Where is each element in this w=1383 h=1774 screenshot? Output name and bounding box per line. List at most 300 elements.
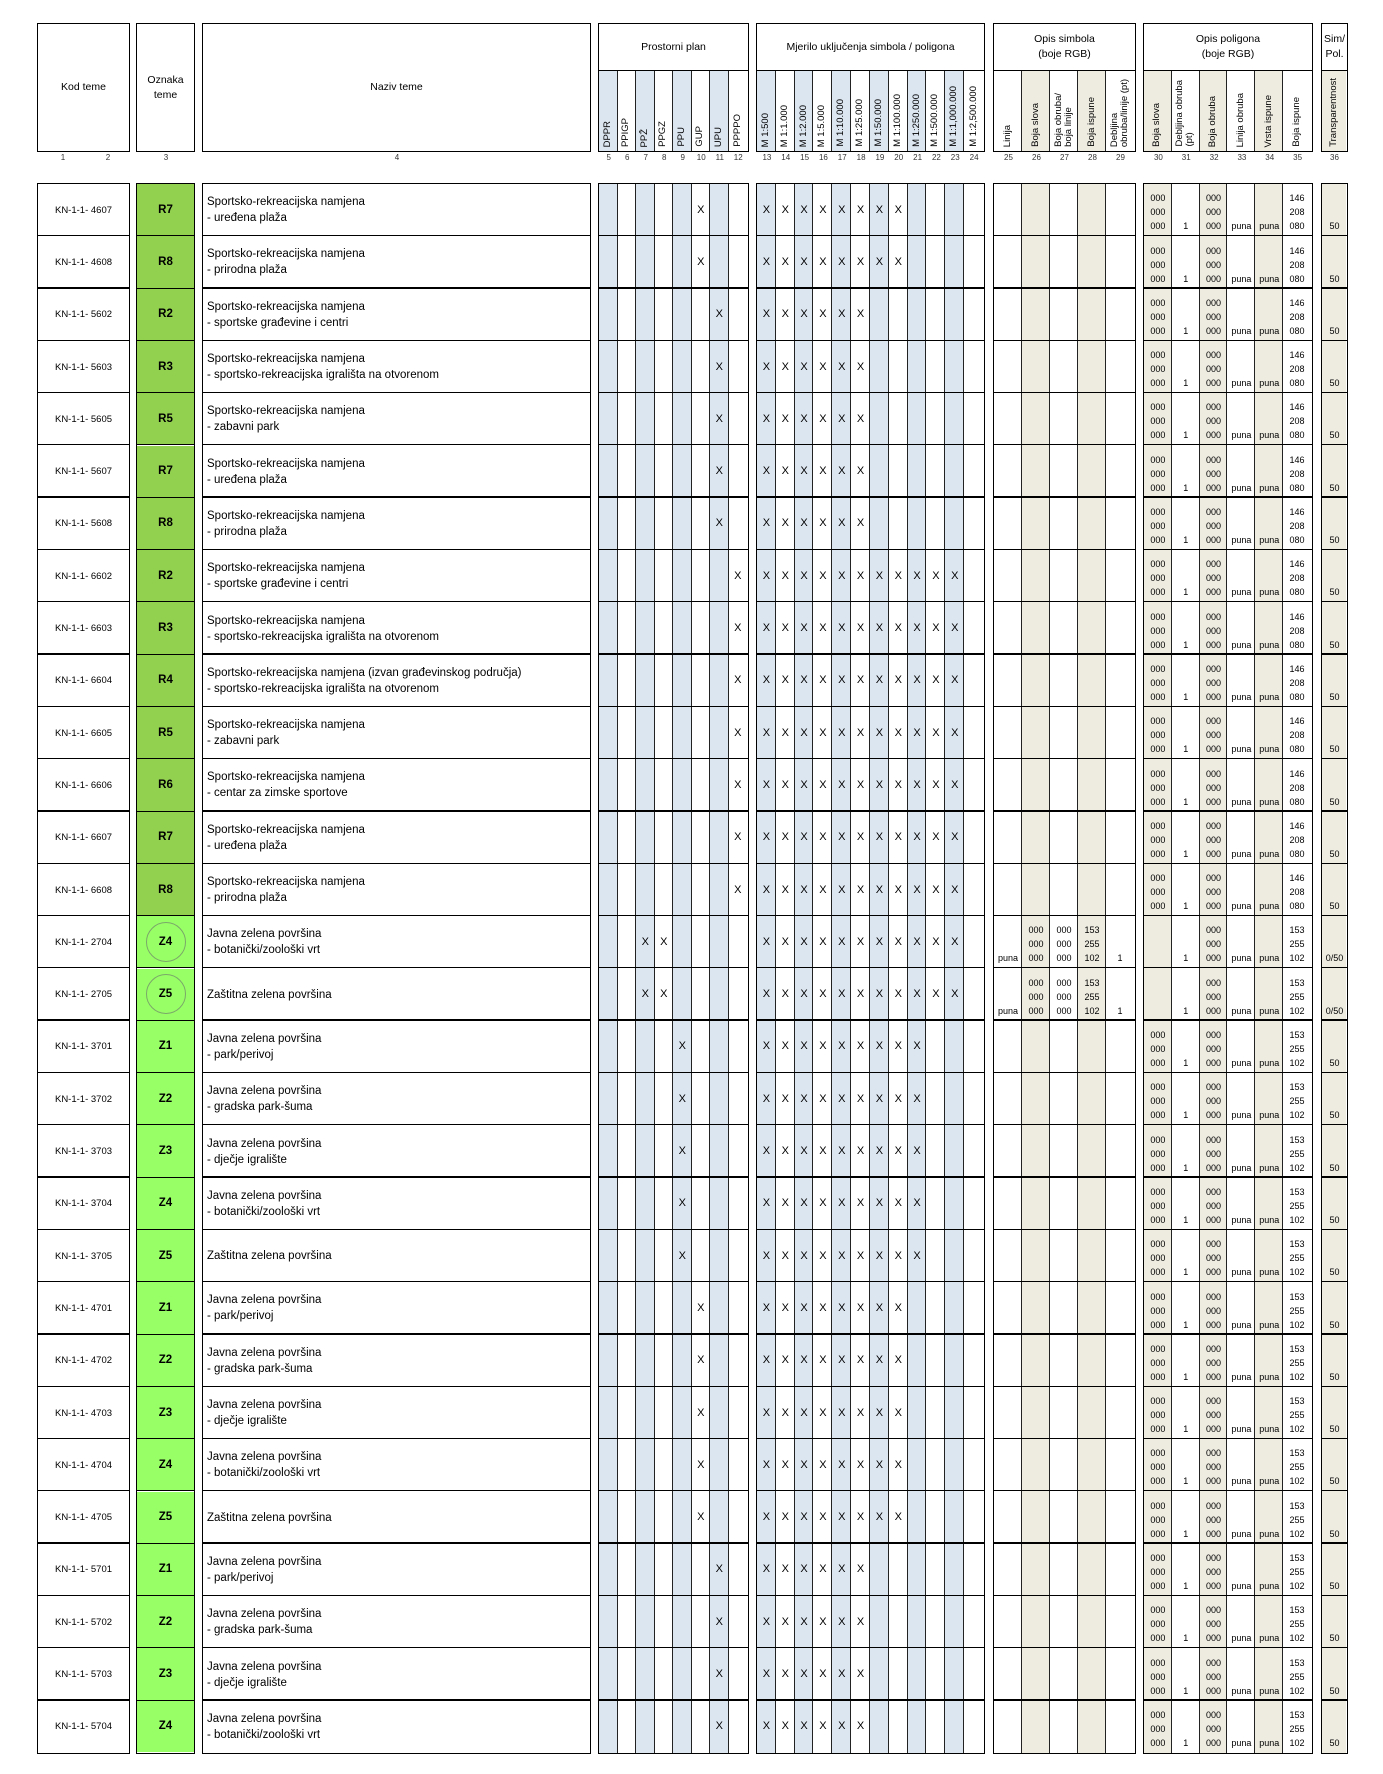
column-header-label: PPU — [675, 127, 687, 147]
row-divider — [994, 1595, 1135, 1596]
theme-name: Zaštitna zelena površina — [207, 1511, 332, 1524]
column-header-prostorni — [599, 71, 618, 151]
scale-mark: X — [762, 1615, 771, 1628]
polygon-value: 000 000 000 — [1206, 1553, 1222, 1592]
row-divider — [994, 1229, 1135, 1230]
column-number: 12 — [733, 153, 743, 162]
scale-mark: X — [894, 1197, 902, 1210]
column-block-poligon — [1143, 183, 1313, 1754]
column-number: 25 — [1004, 153, 1013, 162]
column-number: 16 — [818, 153, 828, 162]
scale-mark: X — [932, 569, 940, 582]
scale-mark: X — [894, 569, 902, 582]
theme-badge — [137, 1492, 194, 1543]
column-header-label: Debljina obruba/linije (pt) — [1109, 78, 1130, 147]
column-header-label: M 1:500 — [759, 112, 771, 147]
column-header-label: M 1:1.000 — [778, 104, 790, 147]
polygon-value: 146 208 080 — [1289, 768, 1305, 807]
transparency-value: 50 — [1329, 1214, 1340, 1225]
polygon-value: 153 255 102 — [1289, 1186, 1305, 1225]
transparency-value: 50 — [1329, 482, 1340, 493]
theme-badge — [137, 1073, 194, 1124]
scale-mark: X — [800, 726, 808, 739]
theme-badge — [137, 602, 194, 653]
header-oznaka — [136, 23, 195, 152]
column-number: 17 — [837, 153, 847, 162]
column-number: 35 — [1293, 153, 1303, 162]
theme-name: Sportsko-rekreacijska namjena - prirodna plaža — [207, 509, 365, 538]
scale-mark: X — [932, 778, 940, 791]
scale-mark: X — [762, 1145, 771, 1158]
scale-mark: X — [894, 935, 902, 948]
column-stripe — [964, 184, 983, 1753]
column-number: 5 — [606, 153, 611, 162]
transparency-value: 50 — [1329, 273, 1340, 284]
polygon-value: puna — [1259, 1319, 1280, 1330]
theme-code: KN-1-1- 5702 — [54, 1616, 113, 1628]
polygon-value: puna — [1259, 848, 1280, 859]
scale-mark: X — [800, 1040, 808, 1053]
theme-name: Javna zelena površina - dječje igralište — [207, 1660, 322, 1689]
scale-mark: X — [856, 308, 865, 321]
scale-mark: X — [800, 883, 808, 896]
theme-badge — [137, 236, 194, 287]
column-block-mjerilo — [756, 183, 985, 1754]
plan-mark: X — [697, 1354, 705, 1367]
scale-mark: X — [762, 935, 771, 948]
polygon-value: puna — [1259, 1058, 1280, 1069]
scale-mark: X — [856, 1615, 865, 1628]
polygon-value: puna — [1231, 378, 1252, 389]
scale-mark: X — [800, 1458, 808, 1471]
theme-badge — [137, 1648, 194, 1699]
polygon-value: puna — [1259, 535, 1280, 546]
polygon-value: 000 000 000 — [1206, 402, 1222, 441]
polygon-value: 1 — [1183, 325, 1189, 336]
theme-code: KN-1-1- 5602 — [54, 309, 113, 321]
theme-label: R2 — [158, 308, 173, 321]
polygon-value: 000 000 000 — [1206, 716, 1222, 755]
scale-mark: X — [762, 255, 771, 268]
polygon-value: 000 000 000 — [1150, 1396, 1166, 1435]
row-divider — [994, 1647, 1135, 1648]
column-header-mjerilo — [945, 71, 964, 151]
theme-name: Sportsko-rekreacijska namjena - zabavni park — [207, 405, 365, 434]
scale-mark: X — [781, 360, 789, 373]
polygon-value: puna — [1231, 535, 1252, 546]
row-divider — [994, 1386, 1135, 1387]
column-number: 20 — [894, 153, 904, 162]
column-header-mjerilo — [851, 71, 870, 151]
row-divider — [994, 601, 1135, 602]
polygon-value: 000 000 000 — [1150, 1657, 1166, 1696]
theme-label: R3 — [158, 360, 173, 373]
theme-badge — [137, 759, 194, 810]
header-kod-label: Kod teme — [61, 81, 106, 93]
scale-mark: X — [819, 1040, 827, 1053]
polygon-value: puna — [1259, 744, 1280, 755]
scale-mark: X — [762, 308, 771, 321]
polygon-value: 146 208 080 — [1289, 245, 1305, 284]
scale-mark: X — [875, 1354, 884, 1367]
scale-mark: X — [800, 1615, 808, 1628]
polygon-value: puna — [1231, 1581, 1252, 1592]
polygon-value: 000 000 000 — [1150, 873, 1166, 912]
scale-mark: X — [856, 622, 865, 635]
scale-mark: X — [951, 674, 959, 687]
plan-mark: X — [678, 1145, 686, 1158]
column-number: 30 — [1153, 153, 1163, 162]
theme-name: Sportsko-rekreacijska namjena - sportsko-rekreacijska igrališta na otvorenom — [207, 614, 440, 643]
polygon-value: puna — [1231, 221, 1252, 232]
polygon-value: puna — [1259, 796, 1280, 807]
plan-mark: X — [715, 308, 723, 321]
symbol-value: 000 000 000 — [1028, 977, 1044, 1016]
scale-mark: X — [800, 1249, 808, 1262]
polygon-value: puna — [1231, 1685, 1252, 1696]
scale-mark: X — [838, 1458, 846, 1471]
scale-mark: X — [838, 1301, 846, 1314]
header-oznaka-label: Oznaka teme — [147, 73, 184, 101]
column-header-label: Boja slova — [1151, 103, 1163, 147]
scale-mark: X — [856, 831, 865, 844]
scale-mark: X — [856, 255, 865, 268]
polygon-value: 1 — [1183, 1058, 1189, 1069]
polygon-value: puna — [1231, 1267, 1252, 1278]
column-header-label: M 1:1,000.000 — [948, 86, 960, 147]
transparency-value: 50 — [1329, 1371, 1340, 1382]
column-number: 14 — [781, 153, 791, 162]
polygon-value: 000 000 000 — [1150, 402, 1166, 441]
scale-mark: X — [762, 883, 771, 896]
scale-mark: X — [894, 1458, 902, 1471]
polygon-value: 000 000 000 — [1150, 1186, 1166, 1225]
theme-label: R4 — [158, 674, 173, 687]
scale-mark: X — [838, 1720, 846, 1733]
plan-mark: X — [715, 412, 723, 425]
column-header-label: Boja obruba/ boja linije — [1052, 93, 1074, 147]
theme-name: Sportsko-rekreacijska namjena - uređena plaža — [207, 457, 365, 486]
column-header-mjerilo — [927, 71, 946, 151]
polygon-value: 146 208 080 — [1289, 820, 1305, 859]
scale-mark: X — [800, 831, 808, 844]
transparency-value: 50 — [1329, 691, 1340, 702]
theme-badge — [137, 864, 194, 915]
scale-mark: X — [875, 726, 884, 739]
polygon-value: 000 000 000 — [1150, 663, 1166, 702]
transparency-value: 0/50 — [1325, 1005, 1344, 1016]
theme-name: Javna zelena površina - park/perivoj — [207, 1032, 322, 1061]
header-simbol — [993, 23, 1136, 152]
polygon-value: 000 000 000 — [1150, 1343, 1166, 1382]
scale-mark: X — [913, 1092, 921, 1105]
polygon-value: 146 208 080 — [1289, 454, 1305, 493]
scale-mark: X — [838, 1145, 846, 1158]
scale-mark: X — [838, 203, 846, 216]
polygon-value: puna — [1259, 1110, 1280, 1121]
polygon-value: puna — [1231, 1319, 1252, 1330]
scale-mark: X — [875, 1092, 884, 1105]
scale-mark: X — [875, 1249, 884, 1262]
scale-mark: X — [781, 1197, 789, 1210]
polygon-value: puna — [1231, 482, 1252, 493]
scale-mark: X — [762, 465, 771, 478]
scale-mark: X — [856, 1668, 865, 1681]
plan-mark: X — [641, 935, 649, 948]
scale-mark: X — [894, 1406, 902, 1419]
column-number: 36 — [1330, 153, 1339, 162]
polygon-value: 1 — [1183, 378, 1189, 389]
scale-mark: X — [800, 255, 808, 268]
scale-mark: X — [800, 360, 808, 373]
transparency-value: 50 — [1329, 1528, 1340, 1539]
transparency-value: 50 — [1329, 325, 1340, 336]
scale-mark: X — [819, 1092, 827, 1105]
theme-symbol-circle: Z4 — [146, 922, 186, 962]
polygon-value: puna — [1259, 221, 1280, 232]
polygon-value: 000 000 000 — [1150, 1291, 1166, 1330]
theme-badge — [137, 1544, 194, 1595]
scale-mark: X — [856, 1720, 865, 1733]
transparency-value: 50 — [1329, 1319, 1340, 1330]
symbol-value: puna — [997, 953, 1019, 964]
polygon-value: 1 — [1183, 848, 1189, 859]
scale-mark: X — [819, 203, 827, 216]
column-header-mjerilo — [964, 71, 983, 151]
polygon-value: 000 000 000 — [1150, 454, 1166, 493]
polygon-value: 000 000 000 — [1150, 193, 1166, 232]
plan-mark: X — [715, 1563, 723, 1576]
polygon-value: 1 — [1183, 1319, 1189, 1330]
row-divider — [994, 1281, 1135, 1282]
theme-label: Z3 — [158, 1668, 173, 1681]
transparency-value: 50 — [1329, 221, 1340, 232]
header-mjerilo — [756, 23, 985, 152]
scale-mark: X — [856, 1092, 865, 1105]
scale-mark: X — [762, 1197, 771, 1210]
column-header-label: M 1:2,500.000 — [967, 86, 979, 147]
scale-mark: X — [838, 465, 846, 478]
polygon-value: 1 — [1183, 1371, 1189, 1382]
scale-mark: X — [875, 778, 884, 791]
theme-name: Sportsko-rekreacijska namjena - sportsko-rekreacijska igrališta na otvorenom — [207, 353, 440, 382]
theme-badge — [137, 341, 194, 392]
polygon-value: puna — [1231, 273, 1252, 284]
polygon-value: puna — [1259, 639, 1280, 650]
scale-mark: X — [762, 1720, 771, 1733]
scale-mark: X — [781, 203, 789, 216]
scale-mark: X — [913, 726, 921, 739]
theme-code: KN-1-1- 5607 — [54, 466, 113, 478]
plan-mark: X — [715, 517, 723, 530]
theme-name: Sportsko-rekreacijska namjena - centar za zimske sportove — [207, 771, 365, 800]
polygon-value: 1 — [1183, 1737, 1189, 1748]
column-header-label: M 1:100.000 — [891, 94, 903, 147]
plan-mark: X — [734, 778, 742, 791]
row-divider — [994, 549, 1135, 550]
column-block-kod — [37, 183, 130, 1754]
scale-mark: X — [781, 1092, 789, 1105]
column-header-mjerilo — [776, 71, 795, 151]
scale-mark: X — [838, 726, 846, 739]
polygon-value: puna — [1231, 587, 1252, 598]
scale-mark: X — [875, 622, 884, 635]
column-number: 13 — [762, 153, 772, 162]
theme-label: Z4 — [158, 1720, 173, 1733]
polygon-value: 000 000 000 — [1206, 1448, 1222, 1487]
polygon-value: 000 000 000 — [1206, 1709, 1222, 1748]
polygon-value: puna — [1231, 1371, 1252, 1382]
polygon-value: 000 000 000 — [1150, 1239, 1166, 1278]
scale-mark: X — [819, 674, 827, 687]
scale-mark: X — [819, 1563, 827, 1576]
row-divider — [599, 1386, 748, 1387]
scale-mark: X — [819, 1720, 827, 1733]
column-header-label: PPŽ — [638, 128, 650, 147]
polygon-value: 1 — [1183, 1476, 1189, 1487]
column-block-simpol — [1321, 183, 1348, 1754]
polygon-value: 000 000 000 — [1150, 716, 1166, 755]
scale-mark: X — [800, 622, 808, 635]
theme-name: Javna zelena površina - botanički/zoološki vrt — [207, 1712, 322, 1741]
column-number: 33 — [1237, 153, 1247, 162]
polygon-value: 000 000 000 — [1206, 245, 1222, 284]
polygon-value: puna — [1259, 953, 1280, 964]
scale-mark: X — [819, 1511, 827, 1524]
scale-mark: X — [951, 778, 959, 791]
polygon-value: 000 000 000 — [1206, 1291, 1222, 1330]
scale-mark: X — [819, 308, 827, 321]
polygon-value: puna — [1259, 325, 1280, 336]
polygon-value: 000 000 000 — [1150, 1553, 1166, 1592]
plan-mark: X — [715, 1615, 723, 1628]
scale-mark: X — [856, 1301, 865, 1314]
scale-mark: X — [875, 935, 884, 948]
column-number: 28 — [1088, 153, 1097, 162]
polygon-value: 000 000 000 — [1206, 559, 1222, 598]
scale-mark: X — [875, 1197, 884, 1210]
scale-mark: X — [875, 1040, 884, 1053]
scale-mark: X — [838, 1668, 846, 1681]
theme-code: KN-1-1- 6607 — [54, 832, 113, 844]
plan-mark: X — [660, 988, 668, 1001]
scale-mark: X — [800, 1092, 808, 1105]
scale-mark: X — [875, 255, 884, 268]
scale-mark: X — [838, 1197, 846, 1210]
polygon-value: 1 — [1183, 535, 1189, 546]
scale-mark: X — [800, 778, 808, 791]
theme-badge — [137, 655, 194, 706]
theme-name: Zaštitna zelena površina — [207, 1250, 332, 1263]
scale-mark: X — [838, 360, 846, 373]
polygon-value: puna — [1259, 1424, 1280, 1435]
plan-mark: X — [678, 1092, 686, 1105]
polygon-value: puna — [1231, 1528, 1252, 1539]
scale-mark: X — [894, 622, 902, 635]
theme-name: Javna zelena površina - dječje igralište — [207, 1137, 322, 1166]
scale-mark: X — [875, 831, 884, 844]
theme-label: Z5 — [158, 1511, 173, 1524]
theme-code: KN-1-1- 6605 — [54, 727, 113, 739]
polygon-value: 1 — [1183, 744, 1189, 755]
polygon-value: puna — [1231, 901, 1252, 912]
polygon-value: 146 208 080 — [1289, 350, 1305, 389]
theme-badge — [137, 1178, 194, 1229]
polygon-value: puna — [1259, 1214, 1280, 1225]
polygon-value: 000 000 000 — [1206, 507, 1222, 546]
scale-mark: X — [913, 674, 921, 687]
column-header-poligon — [1283, 71, 1311, 151]
scale-mark: X — [894, 1249, 902, 1262]
plan-mark: X — [697, 1406, 705, 1419]
scale-mark: X — [894, 1092, 902, 1105]
transparency-value: 50 — [1329, 1162, 1340, 1173]
polygon-value: puna — [1259, 587, 1280, 598]
column-number: 8 — [662, 153, 667, 162]
polygon-value: puna — [1231, 744, 1252, 755]
theme-code: KN-1-1- 3701 — [54, 1041, 113, 1053]
row-divider — [994, 810, 1135, 811]
scale-mark: X — [800, 674, 808, 687]
scale-mark: X — [781, 1301, 789, 1314]
theme-name: Sportsko-rekreacijska namjena (izvan građevinskog područja) - sportsko-rekreacijska igrališta na otvorenom — [207, 666, 522, 695]
polygon-value: 1 — [1183, 953, 1189, 964]
polygon-value: 153 255 102 — [1289, 1030, 1305, 1069]
column-header-poligon — [1200, 71, 1228, 151]
scale-mark: X — [781, 1040, 789, 1053]
scale-mark: X — [781, 569, 789, 582]
scale-mark: X — [819, 465, 827, 478]
column-number: 32 — [1209, 153, 1219, 162]
theme-badge — [137, 1335, 194, 1386]
group-title-prostorni: Prostorni plan — [599, 24, 748, 71]
polygon-value: puna — [1259, 378, 1280, 389]
transparency-value: 50 — [1329, 1267, 1340, 1278]
theme-code: KN-1-1- 4703 — [54, 1407, 113, 1419]
column-header-prostorni — [636, 71, 655, 151]
scale-mark: X — [894, 1301, 902, 1314]
scale-mark: X — [800, 1145, 808, 1158]
column-stripe — [729, 184, 748, 1753]
theme-label: Z5 — [158, 1249, 173, 1262]
scale-mark: X — [781, 1720, 789, 1733]
polygon-value: 1 — [1183, 1267, 1189, 1278]
scale-mark: X — [932, 935, 940, 948]
scale-mark: X — [838, 1354, 846, 1367]
column-header-label: Linija — [1001, 124, 1013, 147]
scale-mark: X — [819, 988, 827, 1001]
scale-mark: X — [819, 1197, 827, 1210]
scale-mark: X — [762, 778, 771, 791]
column-header-prostorni — [655, 71, 674, 151]
column-number: 22 — [931, 153, 941, 162]
polygon-value: 153 255 102 — [1289, 1553, 1305, 1592]
scale-mark: X — [800, 1301, 808, 1314]
symbol-value: 1 — [1117, 953, 1123, 964]
plan-mark: X — [678, 1040, 686, 1053]
theme-label: R5 — [158, 412, 173, 425]
row-divider — [994, 1490, 1135, 1491]
scale-mark: X — [913, 1197, 921, 1210]
scale-mark: X — [819, 1354, 827, 1367]
theme-badge — [137, 446, 194, 497]
column-number: 6 — [625, 153, 630, 162]
theme-code: KN-1-1- 5704 — [54, 1721, 113, 1733]
scale-mark: X — [856, 935, 865, 948]
column-number: 7 — [643, 153, 648, 162]
column-header-label: M 1:10.000 — [835, 99, 847, 147]
column-header-label: M 1:25.000 — [854, 99, 866, 147]
